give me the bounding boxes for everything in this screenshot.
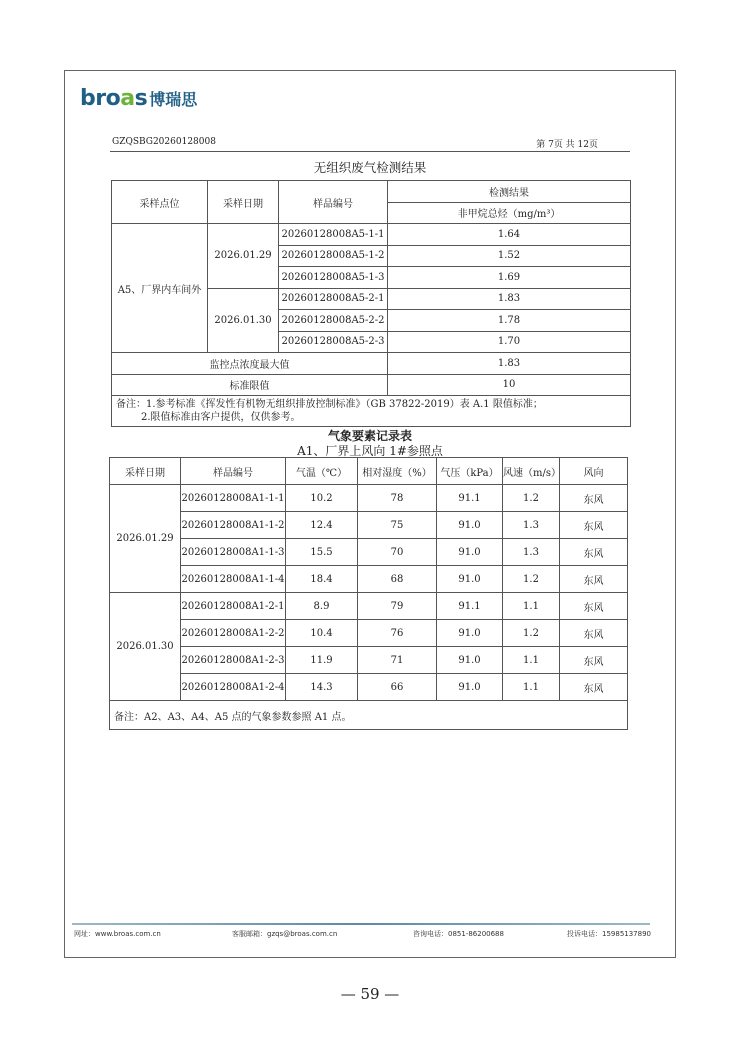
header-divider bbox=[110, 151, 630, 152]
wind-speed-cell: 1.1 bbox=[503, 674, 560, 701]
table-row bbox=[110, 620, 628, 647]
humidity-cell: 70 bbox=[358, 539, 437, 566]
pressure-cell: 91.1 bbox=[437, 485, 503, 512]
header-result-sub: 非甲烷总烃（mg/m³） bbox=[388, 202, 631, 224]
limit-row bbox=[112, 374, 631, 396]
footer-consult-phone: 咨询电话：0851-86200688 bbox=[413, 930, 504, 938]
wind-speed-cell: 1.1 bbox=[503, 647, 560, 674]
table-row bbox=[110, 674, 628, 701]
sample-id-cell: 20260128008A5-1-1 bbox=[279, 224, 388, 246]
date-cell: 2026.01.29 bbox=[208, 224, 279, 289]
humidity-cell: 71 bbox=[358, 647, 437, 674]
wind-speed-cell: 1.3 bbox=[503, 539, 560, 566]
pressure-cell: 91.0 bbox=[437, 512, 503, 539]
logo-wordmark: broas bbox=[80, 86, 148, 111]
sample-id-cell: 20260128008A5-1-2 bbox=[279, 245, 388, 267]
wind-speed-cell: 1.2 bbox=[503, 566, 560, 593]
temp-cell: 11.9 bbox=[286, 647, 358, 674]
limit-label: 标准限值 bbox=[112, 374, 388, 396]
wind-speed-cell: 1.2 bbox=[503, 620, 560, 647]
header-humidity: 相对湿度（%） bbox=[358, 458, 437, 485]
temp-cell: 10.4 bbox=[286, 620, 358, 647]
max-value: 1.83 bbox=[388, 353, 631, 375]
sample-id-cell: 20260128008A1-1-2 bbox=[181, 512, 286, 539]
temp-cell: 18.4 bbox=[286, 566, 358, 593]
header-date: 采样日期 bbox=[208, 181, 279, 224]
wind-speed-cell: 1.3 bbox=[503, 512, 560, 539]
table-row bbox=[110, 566, 628, 593]
limit-value: 10 bbox=[388, 374, 631, 396]
sample-id-cell: 20260128008A1-2-2 bbox=[181, 620, 286, 647]
header-result: 检测结果 bbox=[388, 181, 631, 203]
sample-id-cell: 20260128008A5-2-3 bbox=[279, 331, 388, 353]
max-label: 监控点浓度最大值 bbox=[112, 353, 388, 375]
humidity-cell: 76 bbox=[358, 620, 437, 647]
pressure-cell: 91.0 bbox=[437, 620, 503, 647]
value-cell: 1.69 bbox=[388, 267, 631, 289]
header-temp: 气温（℃） bbox=[286, 458, 358, 485]
table-row bbox=[110, 539, 628, 566]
wind-dir-cell: 东风 bbox=[560, 620, 628, 647]
table1-note bbox=[112, 396, 631, 427]
sample-id-cell: 20260128008A1-2-3 bbox=[181, 647, 286, 674]
pressure-cell: 91.0 bbox=[437, 539, 503, 566]
humidity-cell: 66 bbox=[358, 674, 437, 701]
wind-dir-cell: 东风 bbox=[560, 539, 628, 566]
sample-id-cell: 20260128008A1-2-1 bbox=[181, 593, 286, 620]
table-row bbox=[110, 485, 628, 512]
wind-speed-cell: 1.1 bbox=[503, 593, 560, 620]
table2-title: 气象要素记录表 bbox=[327, 429, 412, 443]
table-row bbox=[110, 512, 628, 539]
header-wind-speed: 风速（m/s） bbox=[503, 458, 560, 485]
value-cell: 1.78 bbox=[388, 310, 631, 332]
humidity-cell: 68 bbox=[358, 566, 437, 593]
sample-id-cell: 20260128008A5-2-2 bbox=[279, 310, 388, 332]
location-cell: A5、厂界内车间外 bbox=[112, 224, 208, 353]
humidity-cell: 75 bbox=[358, 512, 437, 539]
humidity-cell: 78 bbox=[358, 485, 437, 512]
header-row bbox=[110, 458, 628, 485]
document-number: GZQSBG20260128008 bbox=[112, 137, 216, 147]
date-cell: 2026.01.29 bbox=[110, 485, 181, 593]
wind-dir-cell: 东风 bbox=[560, 566, 628, 593]
wind-dir-cell: 东风 bbox=[560, 647, 628, 674]
header-sample-id: 样品编号 bbox=[279, 181, 388, 224]
sample-id-cell: 20260128008A1-1-3 bbox=[181, 539, 286, 566]
temp-cell: 12.4 bbox=[286, 512, 358, 539]
pressure-cell: 91.0 bbox=[437, 566, 503, 593]
table-row bbox=[112, 224, 631, 246]
table1-title: 无组织废气检测结果 bbox=[313, 160, 427, 175]
pressure-cell: 91.0 bbox=[437, 674, 503, 701]
sample-id-cell: 20260128008A1-2-4 bbox=[181, 674, 286, 701]
wind-dir-cell: 东风 bbox=[560, 485, 628, 512]
weather-record-table bbox=[109, 457, 628, 730]
header-pressure: 气压（kPa） bbox=[437, 458, 503, 485]
value-cell: 1.52 bbox=[388, 245, 631, 267]
footer-email: 客服邮箱：gzqs@broas.com.cn bbox=[232, 930, 338, 938]
sample-id-cell: 20260128008A5-1-3 bbox=[279, 267, 388, 289]
header-location: 采样点位 bbox=[112, 181, 208, 224]
logo-chinese: 博瑞思 bbox=[149, 90, 198, 109]
note-line-1: 备注：1.参考标准《挥发性有机物无组织排放控制标准》（GB 37822-2019）表 A.1 限值标准； bbox=[116, 399, 543, 410]
value-cell: 1.64 bbox=[388, 224, 631, 246]
table2-subtitle: A1、厂界上风向 1#参照点 bbox=[297, 444, 443, 458]
page-info: 第 7页 共 12页 bbox=[536, 140, 598, 150]
max-row bbox=[112, 353, 631, 375]
footer-complaint-phone: 投诉电话：15985137890 bbox=[567, 930, 651, 938]
header-date: 采样日期 bbox=[110, 458, 181, 485]
temp-cell: 8.9 bbox=[286, 593, 358, 620]
value-cell: 1.83 bbox=[388, 288, 631, 310]
note-line-2: 2.限值标准由客户提供，仅供参考。 bbox=[141, 412, 301, 423]
date-cell: 2026.01.30 bbox=[110, 593, 181, 701]
wind-dir-cell: 东风 bbox=[560, 674, 628, 701]
table-row bbox=[110, 593, 628, 620]
temp-cell: 15.5 bbox=[286, 539, 358, 566]
sample-id-cell: 20260128008A5-2-1 bbox=[279, 288, 388, 310]
temp-cell: 14.3 bbox=[286, 674, 358, 701]
sample-id-cell: 20260128008A1-1-4 bbox=[181, 566, 286, 593]
broas-logo bbox=[80, 86, 197, 112]
page-number: — 59 — bbox=[340, 985, 400, 1003]
sample-id-cell: 20260128008A1-1-1 bbox=[181, 485, 286, 512]
temp-cell: 10.2 bbox=[286, 485, 358, 512]
wind-speed-cell: 1.2 bbox=[503, 485, 560, 512]
pressure-cell: 91.0 bbox=[437, 647, 503, 674]
header-wind-dir: 风向 bbox=[560, 458, 628, 485]
humidity-cell: 79 bbox=[358, 593, 437, 620]
pressure-cell: 91.1 bbox=[437, 593, 503, 620]
wind-dir-cell: 东风 bbox=[560, 593, 628, 620]
value-cell: 1.70 bbox=[388, 331, 631, 353]
header-sample-id: 样品编号 bbox=[181, 458, 286, 485]
date-cell: 2026.01.30 bbox=[208, 288, 279, 353]
table-row bbox=[110, 647, 628, 674]
wind-dir-cell: 东风 bbox=[560, 512, 628, 539]
footer-website: 网址：www.broas.com.cn bbox=[74, 930, 161, 938]
table2-note: 备注：A2、A3、A4、A5 点的气象参数参照 A1 点。 bbox=[110, 701, 628, 730]
footer-divider bbox=[72, 923, 650, 925]
emission-results-table bbox=[111, 180, 631, 427]
